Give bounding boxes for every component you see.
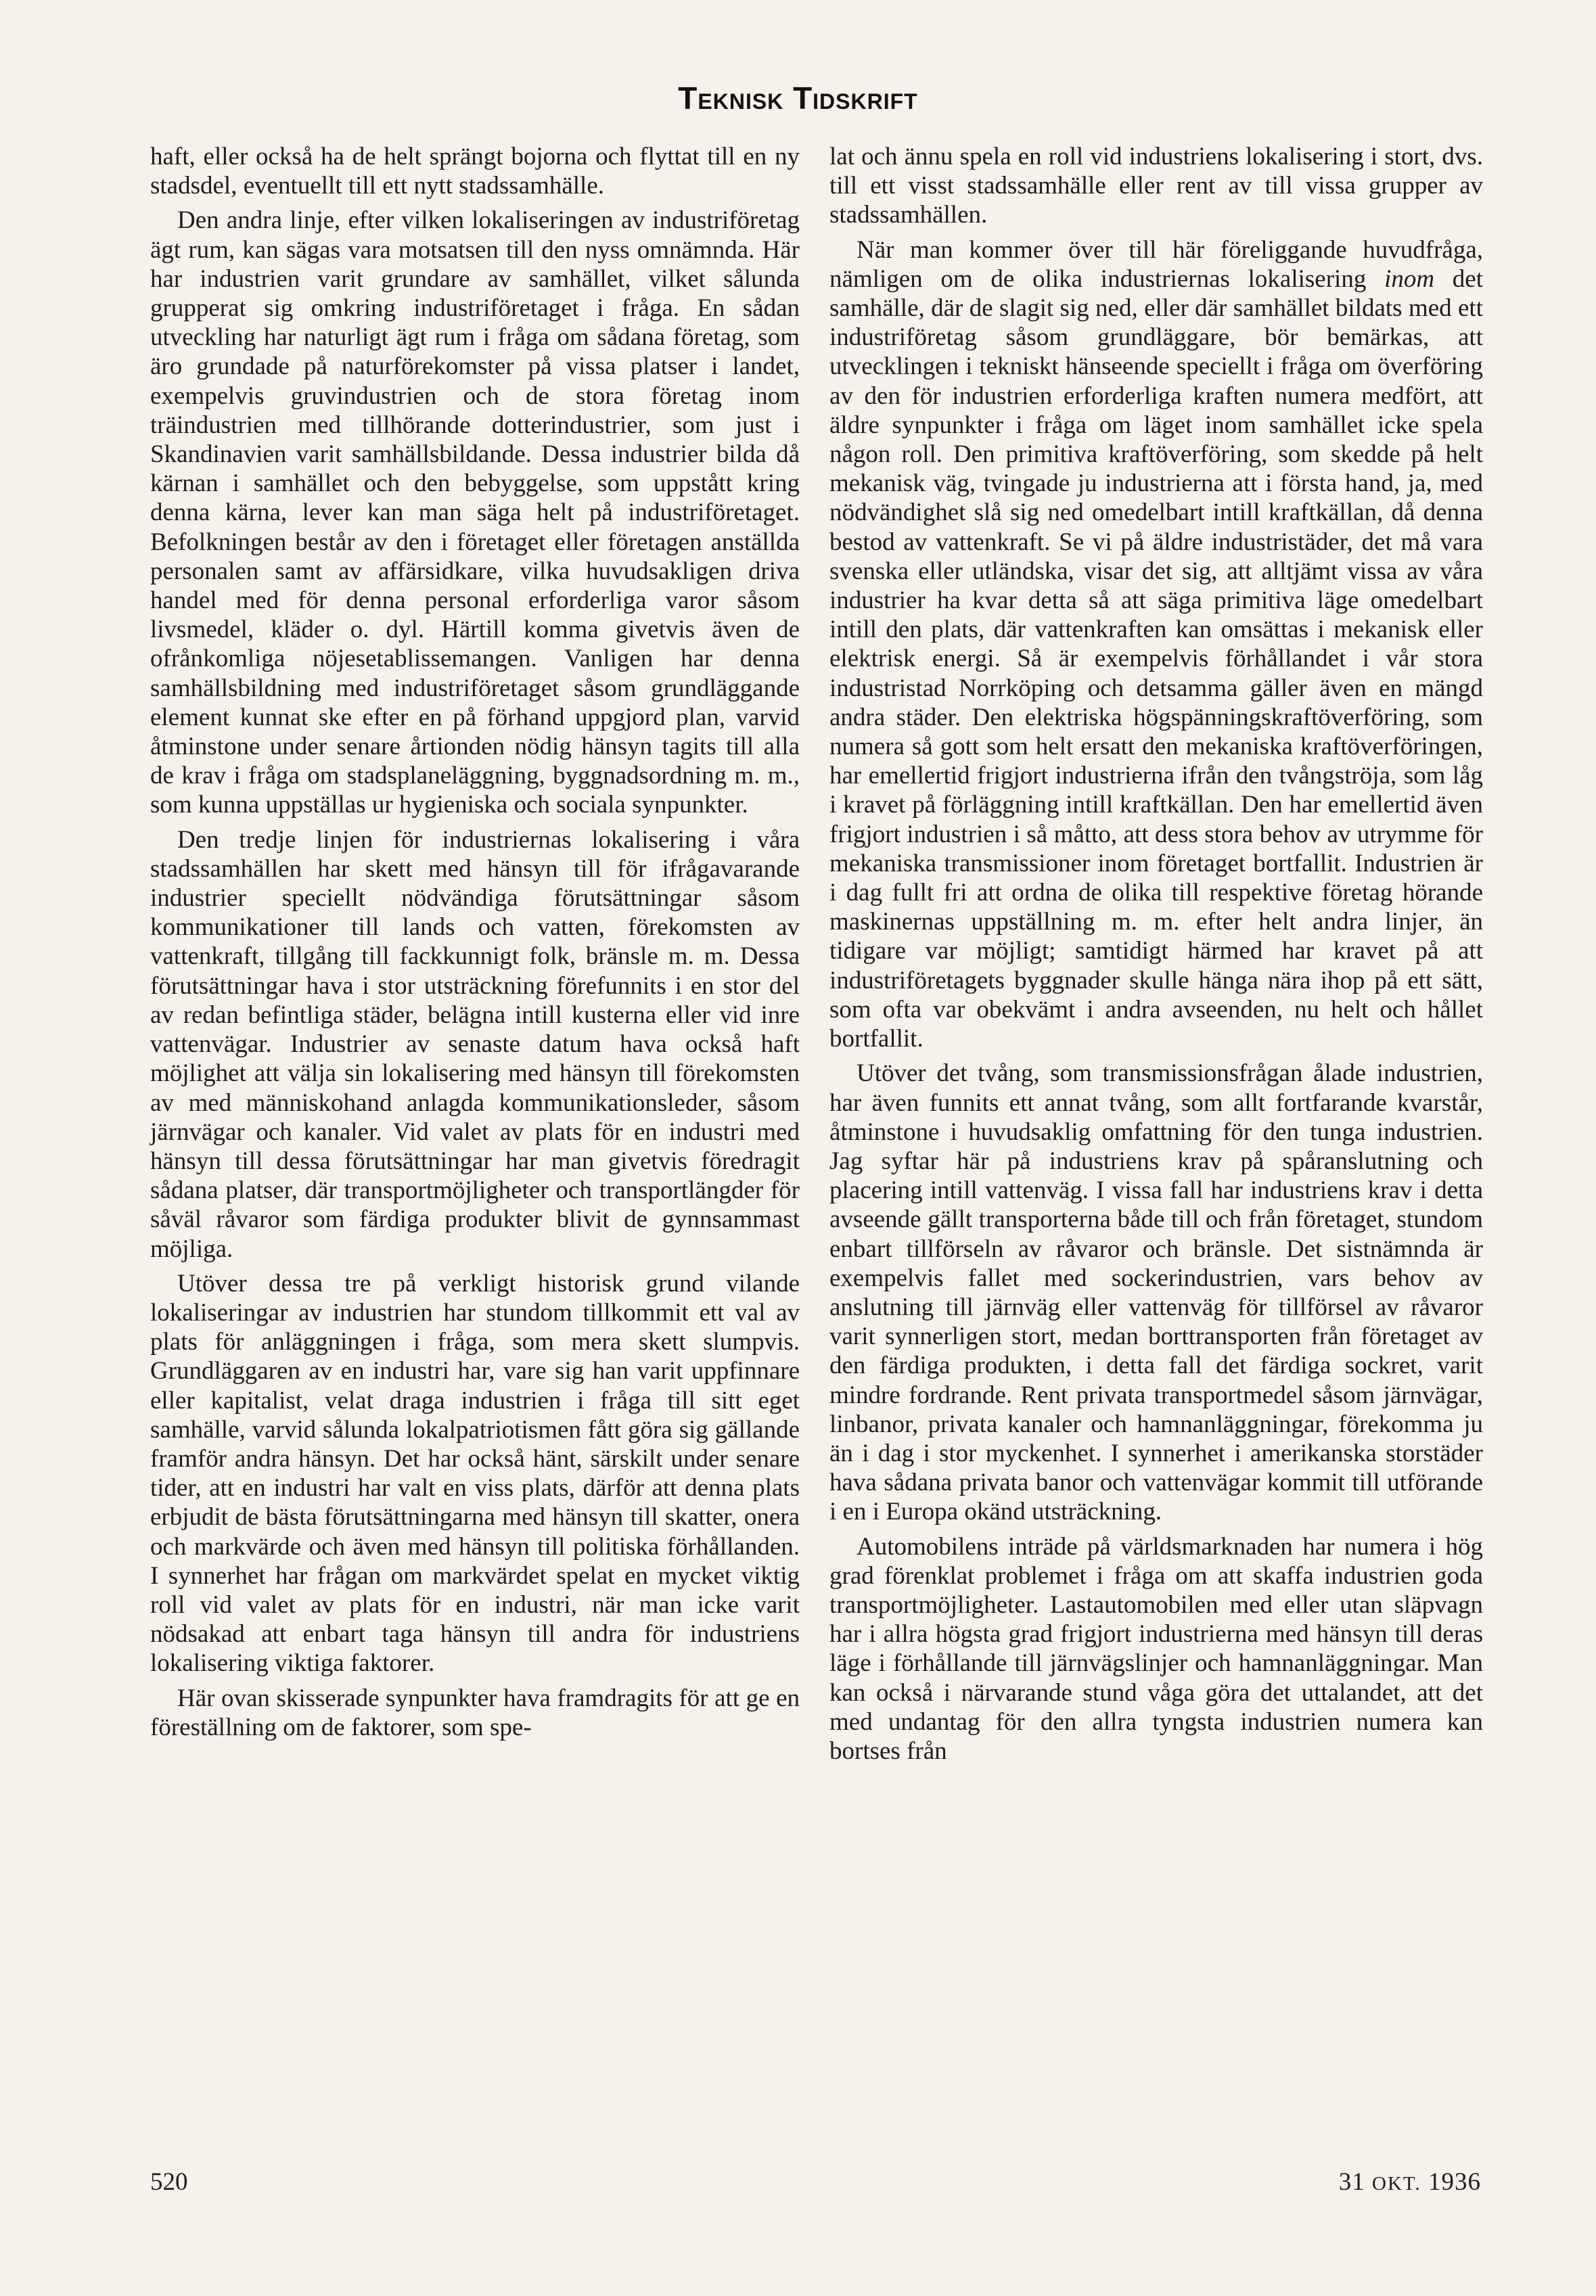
left-paragraph-1: haft, eller också ha de helt sprängt bojorna och flyttat till en ny stadsdel, eventuellt till ett nytt stadssamhälle. <box>150 143 800 200</box>
right-column <box>829 142 1483 1766</box>
issue-date-month: OKT. <box>1372 2173 1421 2195</box>
left-paragraph-5: Här ovan skisserade synpunkter hava framdragits för att ge en föreställning om de faktorer, som spe- <box>150 1684 800 1741</box>
left-column <box>150 142 800 1742</box>
journal-title <box>0 80 1596 116</box>
left-paragraph-3: Den tredje linjen för industriernas lokalisering i våra stadssamhällen har skett med hänsyn till för ifrågavarande industrier speciellt nödvändiga förutsättningar såsom kommunikationer till lands och vatten, förekomsten av vattenkraft, tillgång till fackkunnigt folk, bränsle m. m. Dessa förutsättningar hava i stor utsträckning förefunnits i en stor del av redan befintliga städer, belägna intill kusterna eller vid inre vattenvägar. Industrier av senaste datum hava också haft möjlighet att välja sin lokalisering med hänsyn till förekomsten av med människohand anlagda kommunikationsleder, såsom järnvägar och kanaler. Vid valet av plats för en industri med hänsyn till dessa förutsättningar har man givetvis föredragit sådana platser, där transportmöjligheter och transportlängder för såväl råvaror som färdiga produkter blivit de gynnsammast möjliga. <box>150 825 800 1263</box>
right-paragraph-2-rest: det samhälle, där de slagit sig ned, eller där samhället bildats med ett industriföretag såsom grundläggare, bör bemärkas, att utvecklingen i tekniskt hänseende speciellt i fråga om överföring av den för industrien erforderliga kraften numera medfört, att äldre synpunkter i fråga om läget inom samhället icke spela någon roll. Den primitiva kraftöverföring, som skedde på helt mekanisk väg, tvingade ju industrierna att i första hand, ja, med nödvändighet slå sig ned omedelbart intill kraftkällan, då denna bestod av vattenkraft. Se vi på äldre industristäder, det må vara svenska eller utländska, visar det sig, att alltjämt vissa av våra industrier ha kvar detta så att säga primitiva läge omedelbart intill den plats, där vattenkraften kan omsättas i mekanisk eller elektrisk energi. Så är exempelvis förhållandet i vår stora industristad Norrköping och detsamma gäller även en mängd andra städer. Den elektriska högspänningskraftöverföring, som numera så gott som helt ersatt den mekaniska kraftöverföringen, har emellertid frigjort industrierna ifrån den tvångströja, som låg i kravet på förläggning intill kraftkällan. Den har emellertid även frigjort industrien i så måtto, att dess stora behov av utrymme för mekaniska transmissioner inom företaget bortfallit. Industrien är i dag fullt fri att ordna de olika till respektive företag hörande maskinernas uppställning m. m. efter helt andra linjer, än tidigare var möjligt; samtidigt härmed har kravet på att industriföretagets byggnader skulle hänga nära ihop på ett sätt, som ofta var obekvämt i andra avseenden, nu helt och hållet bortfallit. <box>829 265 1483 1053</box>
right-paragraph-2-start: När man kommer över till här föreliggande huvudfråga, nämligen om de olika industriernas lokalisering <box>829 235 1483 293</box>
issue-date <box>1339 2167 1481 2197</box>
right-paragraph-1: lat och ännu spela en roll vid industriens lokalisering i stort, dvs. till ett visst stadssamhälle eller rent av till vissa grupper av stadssamhällen. <box>829 143 1483 229</box>
journal-title-text: Teknisk Tidskrift <box>678 81 918 116</box>
right-paragraph-3: Utöver det tvång, som transmissionsfrågan ålade industrien, har även funnits ett annat tvång, som allt fortfarande kvarstår, åtminstone i huvudsaklig omfattning för den tunga industrien. Jag syftar här på industriens krav på spåranslutning och placering intill vattenväg. I vissa fall har industriens krav i detta avseende gällt transporterna både till och från företaget, stundom enbart tillförseln av råvaror och bränsle. Det sistnämnda är exempelvis fallet med sockerindustrien, vars behov av anslutning till järnväg eller vattenväg för tillförsel av råvaror varit synnerligen stort, medan borttransporten från företaget av den färdiga produkten, i detta fall det färdiga sockret, varit mindre fordrande. Rent privata transportmedel såsom järnvägar, linbanor, privata kanaler och hamnanläggningar, förekomma ju än i dag i stor myckenhet. I synnerhet i amerikanska storstäder hava sådana privata banor och vattenvägar kommit till utförande i en i Europa okänd utsträckning. <box>829 1059 1483 1526</box>
page-number: 520 <box>150 2168 188 2196</box>
issue-date-day: 31 <box>1338 2168 1365 2196</box>
emphasis-inom: inom <box>1384 265 1435 293</box>
left-paragraph-2: Den andra linje, efter vilken lokaliseringen av industriföretag ägt rum, kan sägas vara motsatsen till den nyss omnämnda. Här har industrien varit grundare av samhället, vilket sålunda grupperat sig omkring industriföretaget i fråga. En sådan utveckling har naturligt ägt rum i fråga om sådana företag, som äro grundade på naturförekomster på vissa platser i landet, exempelvis gruvindustrien och de stora företag inom träindustrien med tillhörande dotterindustrier, som just i Skandinavien varit samhällsbildande. Dessa industrier bilda då kärnan i samhället och den bebyggelse, som uppstått kring denna kärna, lever kan man säga helt på industriföretaget. Befolkningen består av den i företaget eller företagen anställda personalen samt av affärsidkare, vilka huvudsakligen driva handel med för denna personal erforderliga varor såsom livsmedel, kläder o. dyl. Härtill komma givetvis även de ofrånkomliga nöjesetablissemangen. Vanligen har denna samhällsbildning med industriföretaget såsom grundläggande element kunnat ske efter en på förhand uppgjord plan, varvid åtminstone under senare årtionden nödig hänsyn tagits till alla de krav i fråga om stadsplaneläggning, byggnadsordning m. m., som kunna uppställas ur hygieniska och sociala synpunkter. <box>150 206 800 819</box>
right-paragraph-2 <box>829 235 1483 1054</box>
right-paragraph-4: Automobilens inträde på världsmarknaden har numera i hög grad förenklat problemet i fråga om att skaffa industrien goda transportmöjligheter. Lastautomobilen med eller utan släpvagn har i allra högsta grad frigjort industrierna med hänsyn till deras läge i förhållande till järnvägslinjer och hamnanläggningar. Man kan också i närvarande stund våga göra det uttalandet, att det med undantag för den allra tyngsta industrien numera kan bortses från <box>829 1532 1483 1765</box>
left-paragraph-4: Utöver dessa tre på verkligt historisk grund vilande lokaliseringar av industrien har stundom tillkommit ett val av plats för anläggningen i fråga, som mera skett slumpvis. Grundläggaren av en industri har, vare sig han varit uppfinnare eller kapitalist, velat draga industrien i fråga till sitt eget samhälle, varvid sålunda lokalpatriotismen fått göra sig gällande framför andra hänsyn. Det har också hänt, särskilt under senare tider, att en industri har valt en viss plats, därför att denna plats erbjudit de bästa förutsättningarna med hänsyn till skatter, onera och markvärde och även med hänsyn till politiska förhållanden. I synnerhet har frågan om markvärdet spelat en mycket viktig roll vid valet av plats för en industri, när man icke varit nödsakad att enbart taga hänsyn till andra för industriens lokalisering viktiga faktorer. <box>150 1269 800 1678</box>
issue-date-year: 1936 <box>1428 2168 1481 2196</box>
